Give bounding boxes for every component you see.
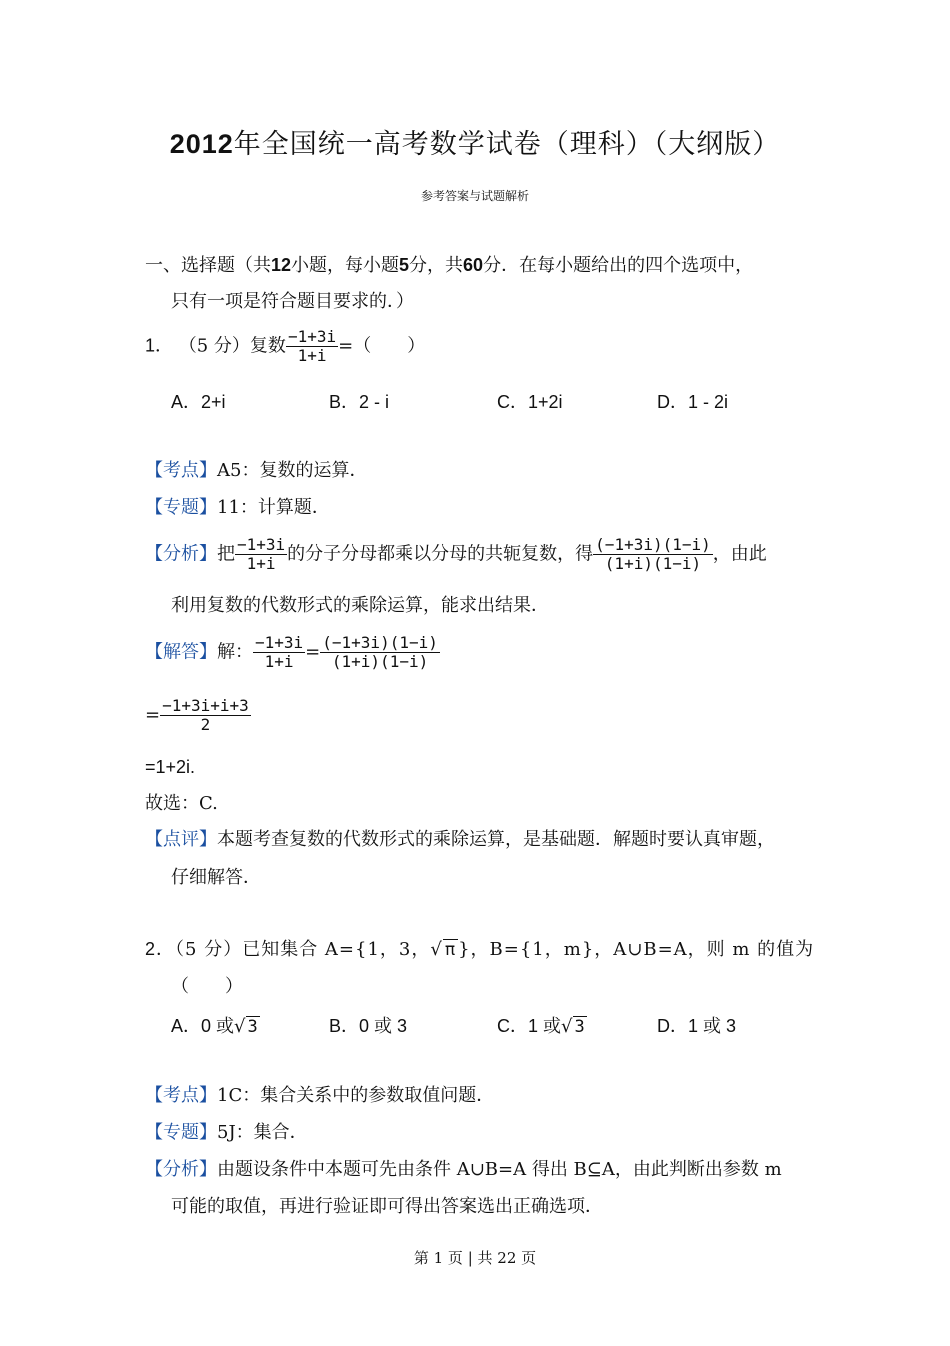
page-title [0,122,950,161]
q1-fenxi-line2: 利用复数的代数形式的乘除运算，能求出结果． [171,595,549,616]
q1-zhuanti: 【专题】11：计算题． [145,497,330,518]
fraction: $\frac{-1+3i}{1+i}$ [237,535,286,573]
q1-dianping-line2: 仔细解答． [171,867,261,888]
q1-option-c[interactable]: C．1+2i [497,392,563,412]
q2-zhuanti: 【专题】5J：集合． [145,1122,308,1143]
q2-fenxi: 【分析】由题设条件中本题可先由条件 A∪B=A 得出 B⊆A，由此判断出参数 m [145,1159,782,1180]
page-footer: 第 1 页 | 共 22 页 [413,1249,537,1267]
page-subtitle: 参考答案与试题解析 [420,189,529,203]
question-1-stem: 1． （5 分）复数 $\frac{-1+3i}{1+i}$ =（ ） [145,327,426,365]
fraction: $\frac{-1+3i}{1+i}$ [255,633,304,671]
q1-option-a[interactable]: A．2+i [171,392,226,412]
q1-step3: =1+2i. [145,757,196,777]
sqrt-icon: √ [561,1016,573,1037]
sqrt-icon: √ [234,1016,246,1037]
q2-option-c[interactable]: C．1 或√ 3 [497,1016,585,1037]
q2-fenxi-line2: 可能的取值，再进行验证即可得出答案选出正确选项． [171,1196,603,1217]
q2-option-a[interactable]: A．0 或√ 3 [171,1016,258,1037]
section-heading-line2: 只有一项是符合题目要求的．） [171,291,414,312]
fraction: $\frac{(-1+3i)(1-i)}{(1+i)(1-i)}$ [595,535,711,573]
title-text: 年全国统一高考数学试卷（理科）（大纲版） [233,129,781,160]
fraction: $\frac{(-1+3i)(1-i)}{(1+i)(1-i)}$ [322,633,438,671]
fraction: $\frac{-1+3i+i+3}{2}$ [162,696,249,734]
section-heading: 一、选择题（共12小题，每小题5分，共60分．在每小题给出的四个选项中， [145,255,754,276]
q2-option-d[interactable]: D．1 或 3 [657,1016,737,1036]
q1-jieda: 【解答】解： $\frac{-1+3i}{1+i}$ = $\frac{(-1+3i)(1-i)}{(1+i)(1-i)}$ [145,633,438,671]
question-2-stem: 2．（5 分）已知集合 A={1，3，√ π }，B={1，m}，A∪B=A，则 m 的值为 [145,939,815,960]
q1-kaodian: 【考点】A5：复数的运算． [145,460,368,481]
title-year: 2012 [169,129,234,159]
q1-choose: 故选：C. [145,793,218,814]
sqrt-icon: √ [430,939,443,960]
q1-dianping: 【点评】本题考查复数的代数形式的乘除运算，是基础题．解题时要认真审题， [145,829,775,850]
q1-step2: = $\frac{-1+3i+i+3}{2}$ [145,696,249,734]
q1-option-d[interactable]: D．1 - 2i [657,392,729,412]
q2-kaodian: 【考点】1C：集合关系中的参数取值问题． [145,1085,495,1106]
question-2-paren: （ ） [171,976,243,997]
fraction: $\frac{-1+3i}{1+i}$ [287,327,337,365]
q2-option-b[interactable]: B．0 或 3 [329,1016,408,1036]
q1-option-b[interactable]: B．2 - i [329,392,390,412]
q1-fenxi: 【分析】把 $\frac{-1+3i}{1+i}$ 的分子分母都乘以分母的共轭复数，得 $\frac{(-1+3i)(1-i)}{(1+i)(1-i)}$ ，由此 [145,535,767,573]
